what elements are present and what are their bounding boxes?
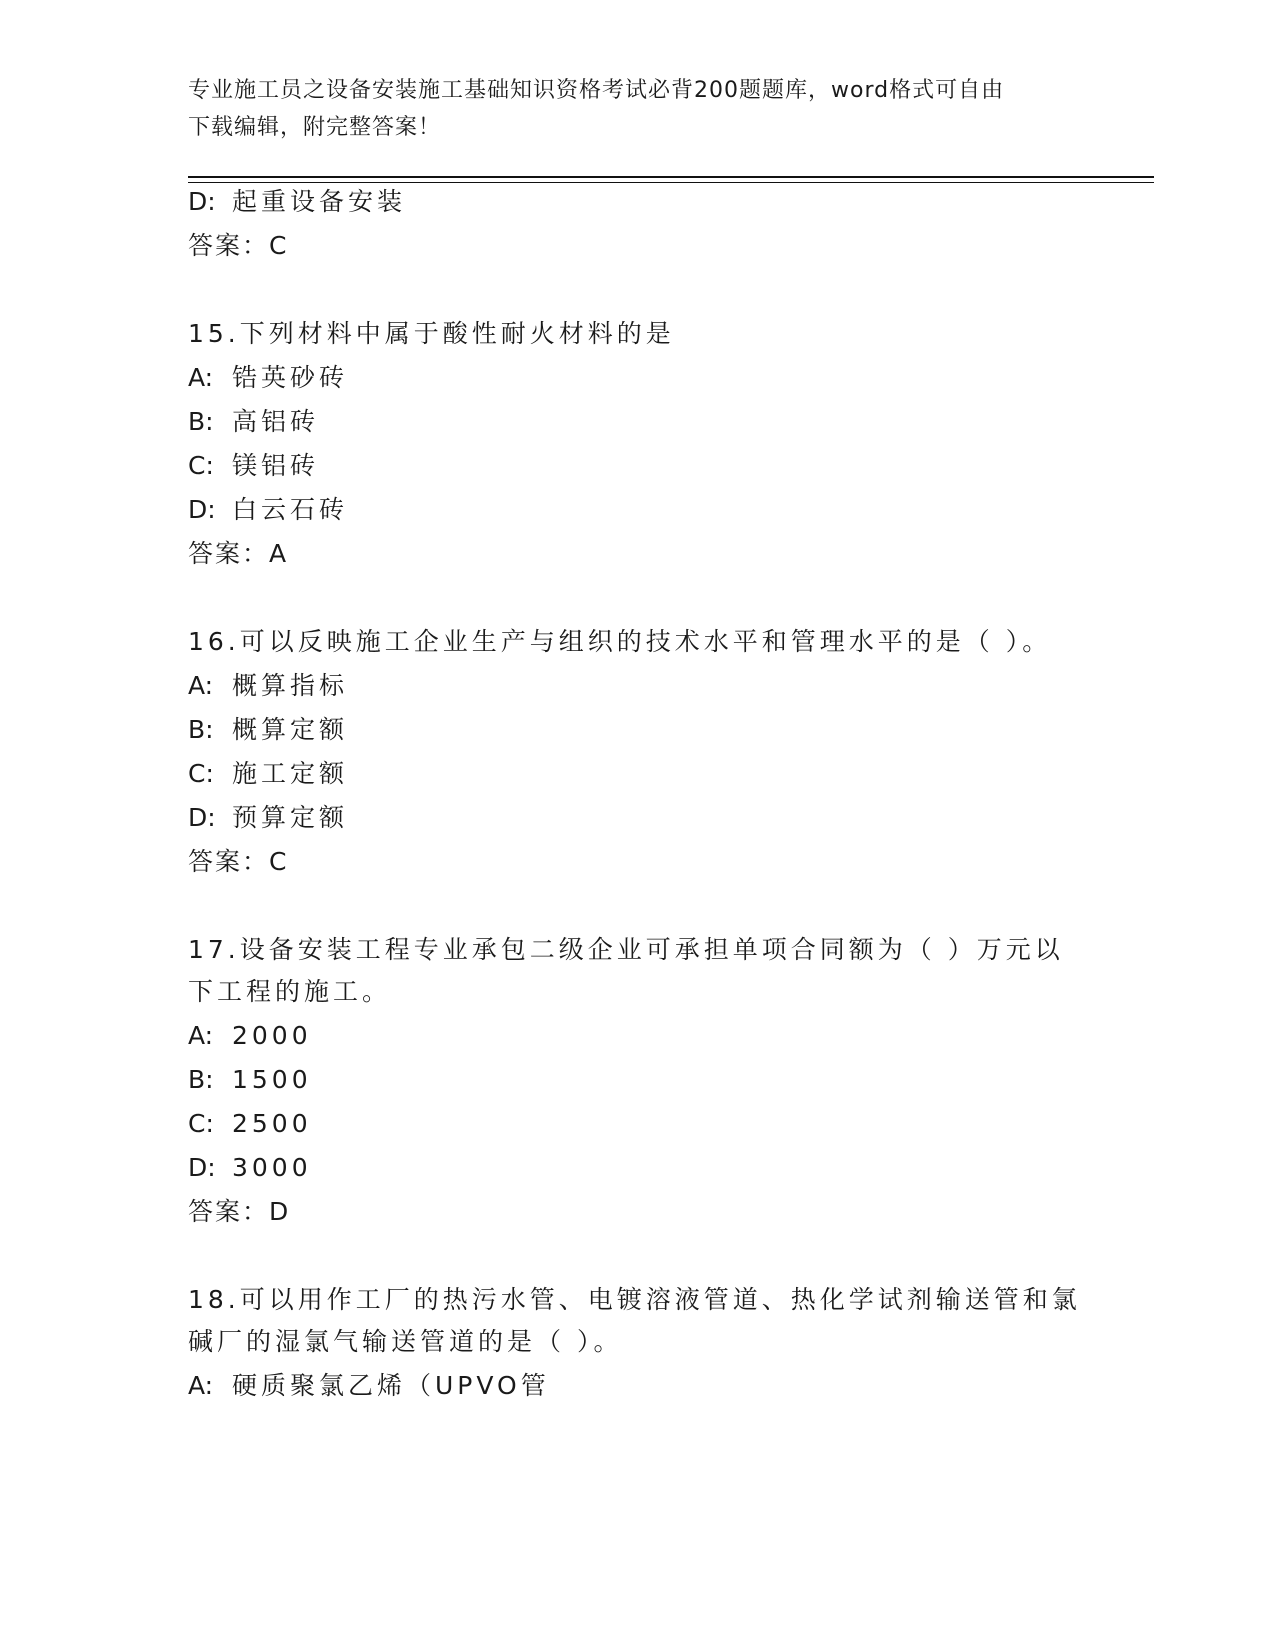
header-divider-thin [188, 182, 1154, 183]
header-title-line-1: 专业施工员之设备安装施工基础知识资格考试必背200题题库，word格式可自由 [188, 78, 1005, 103]
option-text: 2000 [232, 1021, 312, 1050]
option-text: 白云石砖 [232, 495, 349, 524]
q16-option-a [188, 670, 348, 702]
prev-option-d [188, 186, 406, 218]
q18-stem-line-1: 18.可以用作工厂的热污水管、电镀溶液管道、热化学试剂输送管和氯 [188, 1285, 1081, 1314]
q16-option-c [188, 758, 348, 790]
option-label: D: [188, 495, 216, 524]
q17-answer: 答案：D [188, 1197, 291, 1226]
q18-option-a [188, 1370, 550, 1402]
option-label: D: [188, 1153, 216, 1182]
q17-option-c [188, 1108, 312, 1140]
document-header [188, 72, 1088, 146]
option-label: B: [188, 715, 214, 744]
option-text: 起重设备安装 [232, 187, 407, 216]
option-label: A: [188, 363, 214, 392]
q15-stem: 15.下列材料中属于酸性耐火材料的是 [188, 319, 675, 348]
option-label: C: [188, 759, 214, 788]
option-text: 预算定额 [232, 803, 349, 832]
q15-option-c [188, 450, 319, 482]
q17-stem-line-2: 下工程的施工。 [188, 977, 392, 1006]
q15-option-b [188, 406, 319, 438]
q17-option-b [188, 1064, 312, 1096]
q18-stem-line-2: 碱厂的湿氯气输送管道的是（ ）。 [188, 1327, 623, 1356]
option-label: C: [188, 1109, 214, 1138]
header-title-line-2: 下载编辑，附完整答案！ [188, 115, 442, 140]
option-label: A: [188, 671, 214, 700]
option-text: 2500 [232, 1109, 312, 1138]
option-text: 概算指标 [232, 671, 349, 700]
option-label: B: [188, 1065, 214, 1094]
option-label: D: [188, 187, 216, 216]
option-text: 锆英砂砖 [232, 363, 349, 392]
header-divider-thick [188, 176, 1154, 178]
q17-stem-line-1: 17.设备安装工程专业承包二级企业可承担单项合同额为（ ）万元以 [188, 935, 1064, 964]
option-label: B: [188, 407, 214, 436]
q17-option-a [188, 1020, 312, 1052]
option-text: 1500 [232, 1065, 312, 1094]
option-label: D: [188, 803, 216, 832]
q16-answer: 答案：C [188, 847, 289, 876]
option-label: C: [188, 451, 214, 480]
q15-option-d [188, 494, 348, 526]
option-text: 镁铝砖 [232, 451, 320, 480]
option-text: 硬质聚氯乙烯（UPVO管 [232, 1371, 550, 1400]
q17-option-d [188, 1152, 312, 1184]
option-label: A: [188, 1021, 214, 1050]
prev-answer: 答案：C [188, 231, 289, 260]
q16-option-b [188, 714, 348, 746]
q15-answer: 答案：A [188, 539, 289, 568]
q15-option-a [188, 362, 348, 394]
option-text: 施工定额 [232, 759, 349, 788]
q16-stem: 16.可以反映施工企业生产与组织的技术水平和管理水平的是（ ）。 [188, 627, 1052, 656]
option-text: 概算定额 [232, 715, 349, 744]
q16-option-d [188, 802, 348, 834]
option-text: 高铝砖 [232, 407, 320, 436]
option-label: A: [188, 1371, 214, 1400]
option-text: 3000 [232, 1153, 312, 1182]
